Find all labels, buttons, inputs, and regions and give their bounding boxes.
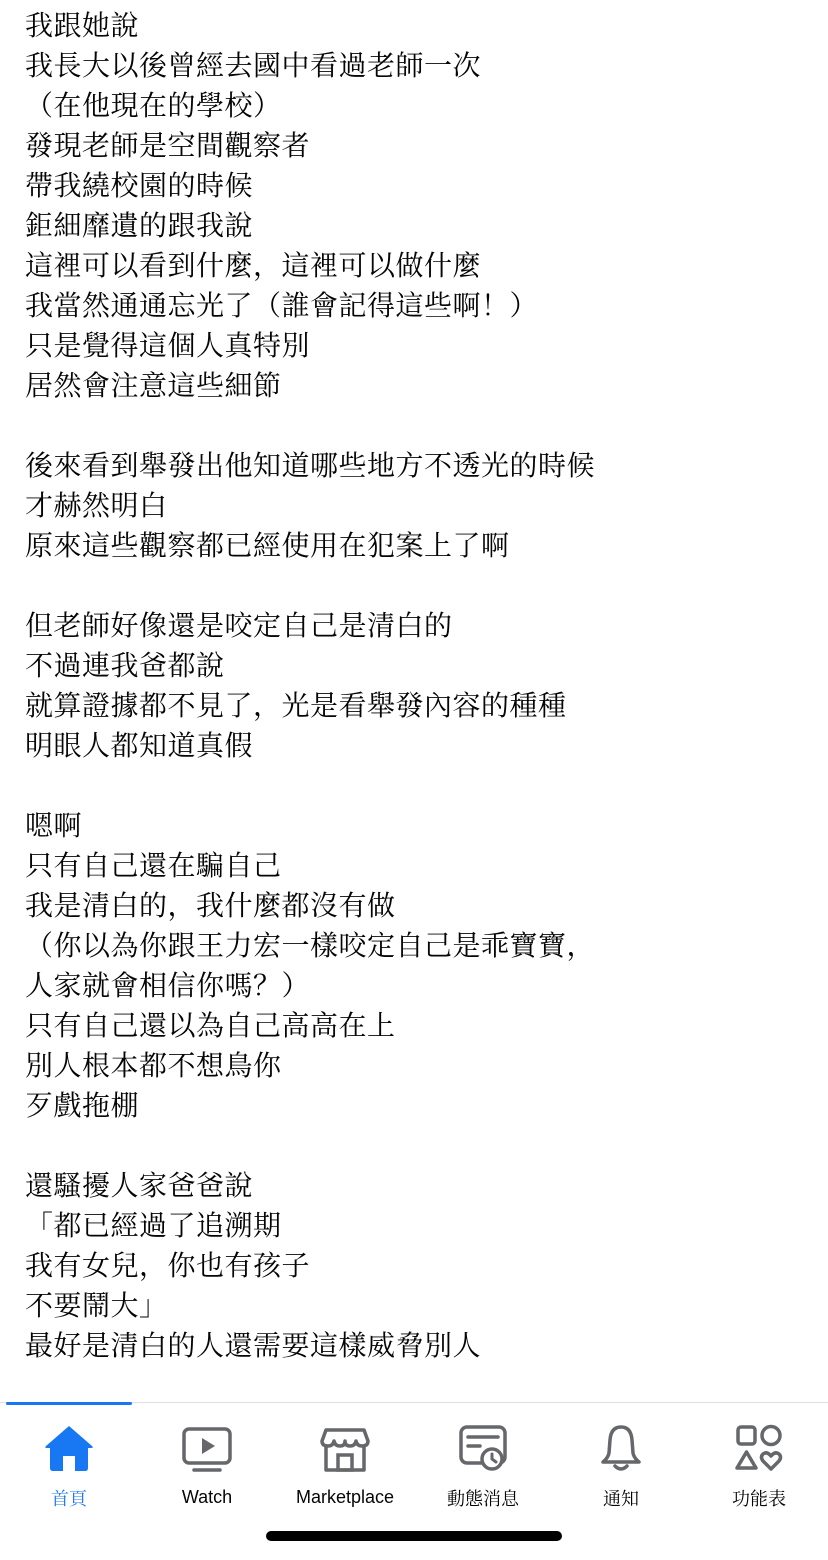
post-line: 只是覺得這個人真特別 [25,329,311,362]
post-line: 人家就會相信你嗎？） [25,969,311,1002]
post-line: 歹戲拖棚 [25,1089,140,1122]
tab-marketplace-label: Marketplace [295,1487,395,1507]
active-tab-indicator [6,1402,132,1405]
tab-news-feed[interactable] [414,1421,552,1511]
post-line: 鉅細靡遺的跟我說 [25,209,254,242]
post-line: 我當然通通忘光了（誰會記得這些啊！） [25,289,539,322]
tab-watch-label: Watch [181,1487,233,1507]
news-feed-icon [455,1421,511,1475]
post-line: 不要鬧大」 [25,1289,168,1322]
post-line: 原來這些觀察都已經使用在犯案上了啊 [25,529,510,562]
post-line: 我長大以後曾經去國中看過老師一次 [25,49,482,82]
post-line: 只有自己還在騙自己 [25,849,282,882]
post-blank-line [25,766,818,806]
post-line: （你以為你跟王力宏一樣咬定自己是乖寶寶， [25,929,596,962]
post-line: 後來看到舉發出他知道哪些地方不透光的時候 [25,449,596,482]
storefront-icon [317,1421,373,1477]
tab-home-label: 首頁 [51,1489,87,1509]
tab-watch[interactable] [138,1421,276,1511]
menu-shapes-icon [731,1421,787,1475]
post-line: 別人根本都不想鳥你 [25,1049,282,1082]
post-blank-line [25,1126,818,1166]
post-blank-line [25,406,818,446]
post-line: 但老師好像還是咬定自己是清白的 [25,609,453,642]
post-line: 明眼人都知道真假 [25,729,254,762]
tab-home[interactable] [0,1421,138,1511]
post-line: 我跟她說 [25,9,140,42]
post-body [25,6,818,1366]
post-line: 只有自己還以為自己高高在上 [25,1009,396,1042]
tab-marketplace[interactable] [276,1421,414,1511]
tab-notifications-label: 通知 [603,1489,639,1509]
post-line: 我有女兒，你也有孩子 [25,1249,311,1282]
post-line: 不過連我爸都說 [25,649,225,682]
post-line: 就算證據都不見了，光是看舉發內容的種種 [25,689,567,722]
post-line: 我是清白的，我什麼都沒有做 [25,889,396,922]
tab-menu-label: 功能表 [732,1489,786,1509]
bell-icon [593,1421,649,1475]
post-line: 帶我繞校園的時候 [25,169,254,202]
post-line: 最好是清白的人還需要這樣威脅別人 [25,1329,482,1362]
post-line: 這裡可以看到什麼，這裡可以做什麼 [25,249,482,282]
post-line: （在他現在的學校） [25,89,282,122]
post-line: 才赫然明白 [25,489,168,522]
home-indicator[interactable] [266,1531,562,1541]
post-line: 居然會注意這些細節 [25,369,282,402]
post-blank-line [25,566,818,606]
home-icon [41,1421,97,1475]
tab-notifications[interactable] [552,1421,690,1511]
post-line: 嗯啊 [25,809,83,842]
tab-news-feed-label: 動態消息 [447,1489,519,1509]
post-line: 還騷擾人家爸爸說 [25,1169,254,1202]
post-line: 「都已經過了追溯期 [25,1209,282,1242]
post-line: 發現老師是空間觀察者 [25,129,311,162]
tab-menu[interactable] [690,1421,828,1511]
video-play-icon [179,1421,235,1477]
